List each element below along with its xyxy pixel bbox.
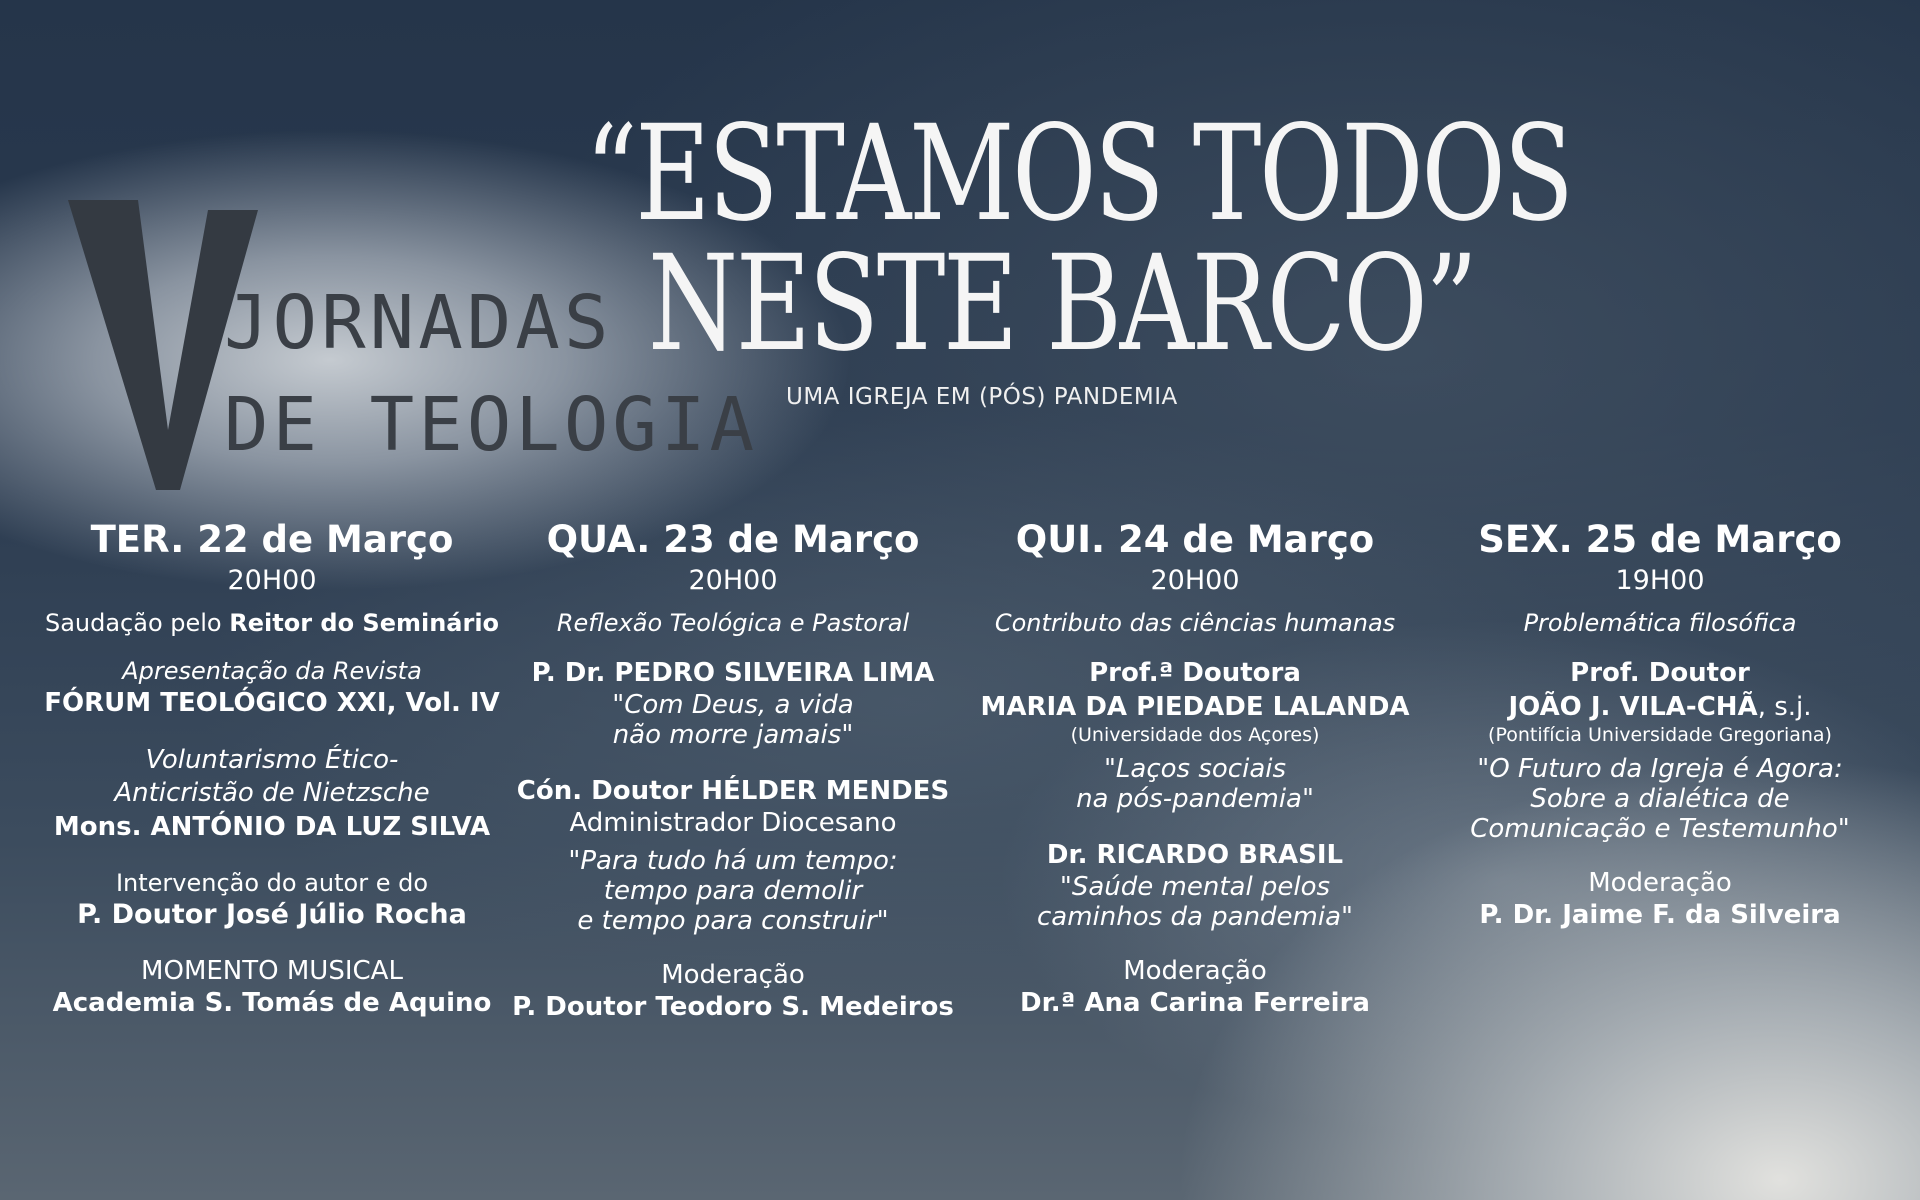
title-line-2: NESTE BARCO” (648, 227, 1476, 381)
day-column-wednesday (498, 516, 968, 1024)
moderation-label: Moderação (1123, 956, 1267, 986)
day-time: 20H00 (688, 565, 778, 596)
quote-line: "Laços sociais (1103, 754, 1287, 784)
moderator-name: Dr.ª Ana Carina Ferreira (1020, 988, 1370, 1018)
quote-line: na pós-pandemia" (1076, 784, 1314, 814)
quote-line: Comunicação e Testemunho" (1470, 814, 1850, 844)
speaker-role: Administrador Diocesano (569, 808, 897, 838)
speaker-name-line (1425, 690, 1895, 724)
subtitle: UMA IGREJA EM (PÓS) PANDEMIA (786, 384, 1178, 410)
speaker-institution: (Universidade dos Açores) (1070, 724, 1320, 746)
speaker-title: Prof.ª Doutora (1089, 658, 1301, 688)
day-theme: Contributo das ciências humanas (994, 609, 1396, 637)
title-line-1: “ESTAMOS TODOS (585, 97, 1572, 251)
quote-line: não morre jamais" (612, 720, 854, 750)
day-column-friday (1425, 516, 1895, 932)
moderator-name: P. Dr. Jaime F. da Silveira (1479, 900, 1841, 930)
day-time: 20H00 (1150, 565, 1240, 596)
day-heading: QUA. 23 de Março (546, 518, 920, 561)
day-theme: Reflexão Teológica e Pastoral (556, 609, 910, 637)
music-name: Academia S. Tomás de Aquino (52, 988, 492, 1018)
intervention-name: P. Doutor José Júlio Rocha (77, 899, 467, 930)
day-time: 19H00 (1615, 565, 1705, 596)
speaker-name: Dr. RICARDO BRASIL (1046, 840, 1344, 870)
day-column-thursday (960, 516, 1430, 1020)
moderation-label: Moderação (661, 960, 805, 990)
day-heading: SEX. 25 de Março (1478, 518, 1842, 561)
quote-line: "O Futuro da Igreja é Agora: (1477, 754, 1843, 784)
quote-line: "Para tudo há um tempo: (568, 846, 898, 876)
speaker-name: MARIA DA PIEDADE LALANDA (980, 692, 1410, 722)
moderator-name: P. Doutor Teodoro S. Medeiros (512, 992, 954, 1022)
day-theme: Problemática filosófica (1523, 609, 1797, 637)
presentation-label: Apresentação da Revista (122, 657, 422, 685)
quote-line: "Com Deus, a vida (612, 690, 854, 720)
quote-line: caminhos da pandemia" (1036, 902, 1353, 932)
greeting (37, 608, 507, 638)
quote-line: "Saúde mental pelos (1059, 872, 1331, 902)
intervention-label: Intervenção do autor e do (115, 869, 429, 897)
day-heading: TER. 22 de Março (90, 518, 454, 561)
quote-line: tempo para demolir (603, 876, 863, 906)
day-heading: QUI. 24 de Março (1015, 518, 1375, 561)
quote-line: Sobre a dialética de (1530, 784, 1790, 814)
music-label: MOMENTO MUSICAL (141, 956, 403, 986)
talk-speaker: Mons. ANTÓNIO DA LUZ SILVA (53, 812, 491, 842)
logo-jornadas: JORNADAS (224, 280, 613, 366)
greeting-bold: Reitor do Seminário (229, 609, 500, 637)
speaker-name: P. Dr. PEDRO SILVEIRA LIMA (531, 658, 935, 688)
day-time: 20H00 (227, 565, 317, 596)
speaker-title: Prof. Doutor (1570, 658, 1750, 688)
talk-title-line1: Voluntarismo Ético- (145, 745, 399, 775)
presentation-title: FÓRUM TEOLÓGICO XXI, Vol. IV (44, 688, 500, 718)
quote-line: e tempo para construir" (577, 906, 889, 936)
logo-de-teologia: DE TEOLOGIA (224, 382, 759, 468)
talk-title-line2: Anticristão de Nietzsche (114, 778, 430, 808)
greeting-prefix: Saudação pelo (44, 609, 230, 637)
speaker-name: Cón. Doutor HÉLDER MENDES (516, 776, 950, 806)
day-column-tuesday (37, 516, 507, 1020)
speaker-institution: (Pontifícia Universidade Gregoriana) (1488, 724, 1832, 746)
moderation-label: Moderação (1588, 868, 1732, 898)
speaker-name: JOÃO J. VILA-CHÃ (1508, 692, 1758, 722)
speaker-suffix: , s.j. (1757, 692, 1812, 722)
